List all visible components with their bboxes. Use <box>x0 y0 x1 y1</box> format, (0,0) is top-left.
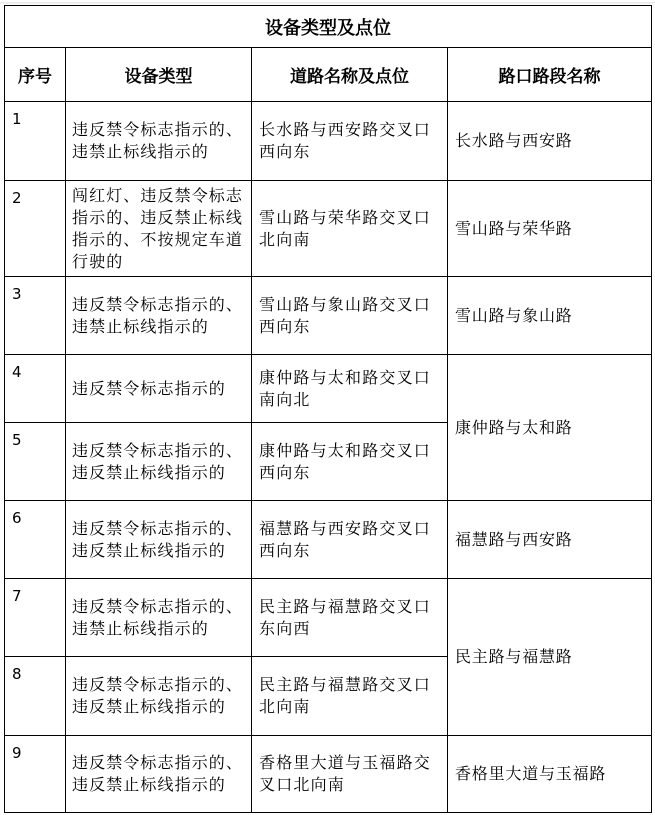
row-road-point <box>252 277 448 355</box>
road-point-text: 长水路与西安路交叉口西向东 <box>259 120 432 161</box>
title-row <box>5 6 652 48</box>
row-device-type <box>66 579 252 657</box>
row-road-point <box>252 181 448 277</box>
device-type-text: 违反禁令标志指示的、违禁止标线指示的 <box>72 120 244 161</box>
device-type-text: 违反禁令标志指示的、违禁止标线指示的 <box>72 596 244 638</box>
row-device-type <box>66 736 252 813</box>
row-road-point <box>252 736 448 813</box>
table-row <box>5 355 652 423</box>
header-junction: 路口路段名称 <box>448 48 652 102</box>
row-road-point <box>252 657 448 736</box>
row-device-type <box>66 277 252 355</box>
row-seq: 6 <box>5 501 66 579</box>
road-point-text: 民主路与福慧路交叉口北向南 <box>259 675 432 716</box>
table-title: 设备类型及点位 <box>5 6 652 48</box>
road-point-text: 雪山路与象山路交叉口西向东 <box>259 294 432 336</box>
row-device-type <box>66 102 252 181</box>
device-type-text: 违反禁令标志指示的、违反禁止标线指示的 <box>72 440 244 482</box>
row-seq: 3 <box>5 277 66 355</box>
device-type-text: 违反禁令标志指示的、违禁止标线指示的 <box>72 294 244 336</box>
row-junction: 雪山路与荣华路 <box>448 181 652 277</box>
table-row <box>5 277 652 355</box>
row-road-point <box>252 579 448 657</box>
row-device-type <box>66 501 252 579</box>
table-row <box>5 181 652 277</box>
road-point-text: 康仲路与太和路交叉口南向北 <box>259 367 432 409</box>
row-seq: 7 <box>5 579 66 657</box>
row-junction: 民主路与福慧路 <box>448 579 652 736</box>
row-junction: 雪山路与象山路 <box>448 277 652 355</box>
header-device-type: 设备类型 <box>66 48 252 102</box>
row-road-point <box>252 102 448 181</box>
device-type-text: 违反禁令标志指示的、违反禁止标线指示的 <box>72 675 244 716</box>
header-row <box>5 48 652 102</box>
road-point-text: 康仲路与太和路交叉口西向东 <box>259 440 432 482</box>
row-junction: 香格里大道与玉福路 <box>448 736 652 813</box>
row-seq: 2 <box>5 181 66 277</box>
row-road-point <box>252 355 448 423</box>
row-seq: 8 <box>5 657 66 736</box>
header-road-point: 道路名称及点位 <box>252 48 448 102</box>
row-junction: 康仲路与太和路 <box>448 355 652 501</box>
road-point-text: 雪山路与荣华路交叉口北向南 <box>259 207 432 249</box>
road-point-text: 民主路与福慧路交叉口东向西 <box>259 596 432 638</box>
road-point-text: 福慧路与西安路交叉口西向东 <box>259 518 432 560</box>
device-type-text: 违反禁令标志指示的 <box>72 378 226 398</box>
device-type-text: 违反禁令标志指示的、违反禁止标线指示的 <box>72 753 244 794</box>
row-seq: 1 <box>5 102 66 181</box>
row-seq: 9 <box>5 736 66 813</box>
table-row <box>5 102 652 181</box>
row-junction: 福慧路与西安路 <box>448 501 652 579</box>
header-seq: 序号 <box>5 48 66 102</box>
device-location-table <box>4 5 652 813</box>
row-device-type <box>66 355 252 423</box>
row-seq: 4 <box>5 355 66 423</box>
device-type-text: 违反禁令标志指示的、违反禁止标线指示的 <box>72 518 244 560</box>
row-junction: 长水路与西安路 <box>448 102 652 181</box>
row-device-type <box>66 657 252 736</box>
row-device-type <box>66 181 252 277</box>
device-type-text: 闯红灯、违反禁令标志指示的、违反禁止标线指示的、不按规定车道行驶的 <box>72 185 244 271</box>
table-row <box>5 501 652 579</box>
table-row <box>5 736 652 813</box>
table-row <box>5 579 652 657</box>
row-device-type <box>66 423 252 501</box>
row-road-point <box>252 423 448 501</box>
row-seq: 5 <box>5 423 66 501</box>
row-road-point <box>252 501 448 579</box>
road-point-text: 香格里大道与玉福路交叉口北向南 <box>259 753 432 794</box>
